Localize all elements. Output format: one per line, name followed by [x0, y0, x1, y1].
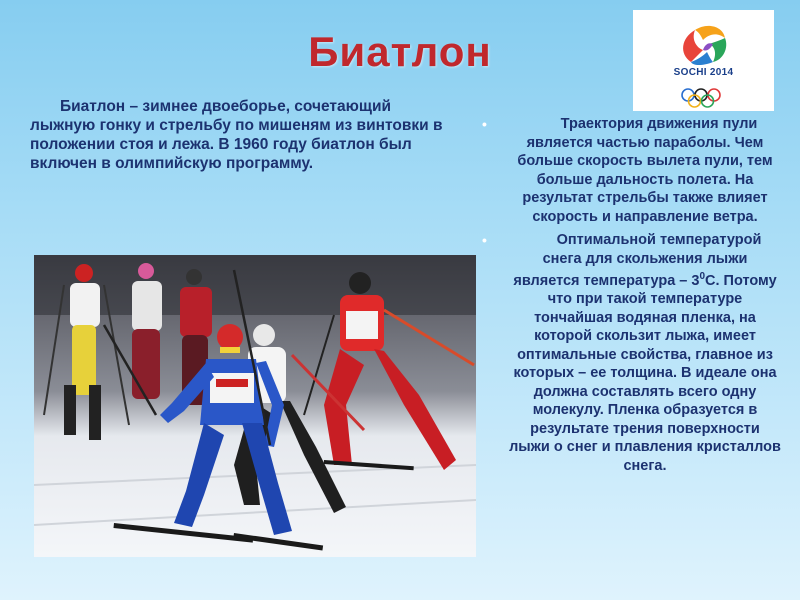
- bullet-text: Траектория движения пули является частью параболы. Чем больше скорость вылета пули, тем больше дальность полета. На результат стрельбы также влияет скорость и направление ветра.: [517, 116, 773, 225]
- bullet-marker: •: [482, 232, 487, 248]
- sochi-flame-icon: [633, 10, 774, 111]
- logo-text: SOCHI 2014: [673, 67, 734, 78]
- intro-paragraph: Биатлон – зимнее двоеборье, сочетающий лыжную гонку и стрельбу по мишеням из винтовки в положении стоя и лежа. В 1960 году биатлон был включен в олимпийскую программу.: [30, 98, 443, 172]
- bullet-text-end: С. Потому что при такой температуре тончайшая водяная пленка, на которой скользит лыжа, имеет оптимальные свойства, главное из которых – ее толщина. В идеале она должна составлять всего одну молекулу. Пленка образуется в результате трения поверхности лыжи о снег и плавления кристаллов снега.: [509, 272, 781, 474]
- bullet-text-start: Оптимальной температурой снега для скольжения лыжи является температура – 3: [513, 232, 762, 289]
- facts-list: [482, 115, 782, 480]
- biathlon-race-photo: [34, 255, 476, 557]
- degree-superscript: 0: [699, 271, 706, 282]
- list-item: [482, 231, 782, 475]
- sochi-2014-olympic-logo: [633, 10, 774, 111]
- slide-title: Биатлон: [308, 28, 492, 75]
- list-item: [482, 115, 782, 226]
- bullet-marker: •: [482, 116, 487, 132]
